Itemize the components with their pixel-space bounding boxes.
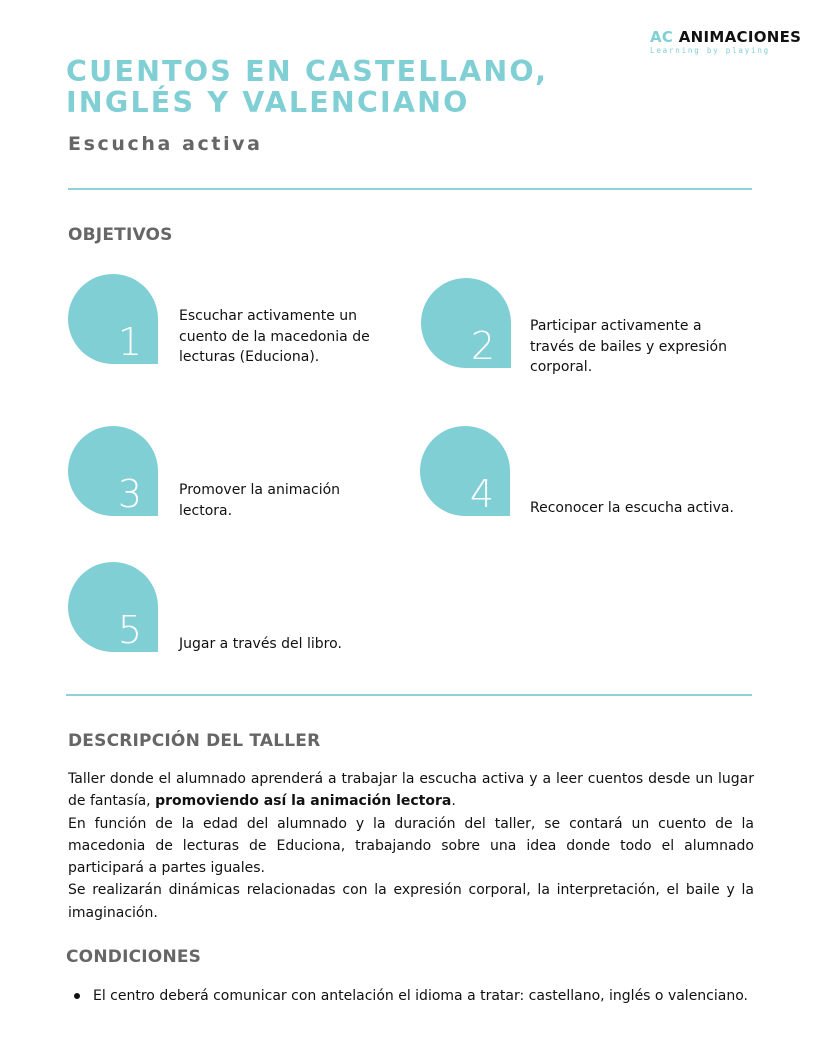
logo-prefix: AC (650, 28, 674, 46)
objective-badge-1 (68, 274, 158, 364)
logo-name: ANIMACIONES (678, 28, 802, 46)
page-subtitle: Escucha activa (68, 133, 263, 155)
objective-badge-4 (420, 426, 510, 516)
objective-text-4: Reconocer la escucha activa. (530, 500, 734, 516)
brand-logo (650, 28, 800, 56)
objective-badge-2 (421, 278, 511, 368)
objective-text-3: Promover la animación lectora. (179, 482, 341, 519)
description-body (68, 768, 754, 924)
conditions-list (74, 985, 754, 1007)
objective-badge-5 (68, 562, 158, 652)
list-item (74, 985, 754, 1007)
objective-badge-3 (68, 426, 158, 516)
objectives-heading: OBJETIVOS (68, 225, 173, 245)
objective-number-1: 1 (117, 320, 142, 364)
objective-text-2: Participar activamente a través de bailes y expresión corporal. (530, 318, 727, 375)
title-line-2: INGLÉS Y VALENCIANO (66, 86, 470, 119)
conditions-heading: CONDICIONES (66, 947, 202, 967)
objective-number-5: 5 (117, 608, 142, 652)
condition-text-1: El centro deberá comunicar con antelación el idioma a tratar: castellano, inglés o valenciano. (93, 988, 748, 1004)
objective-number-3: 3 (117, 472, 142, 516)
description-paragraph-2: En función de la edad del alumnado y la duración del taller, se contará un cuento de la macedonia de lecturas de Educiona, trabajando sobre una idea donde todo el alumnado participará a partes iguales. (68, 815, 754, 877)
objective-text-1: Escuchar activamente un cuento de la macedonia de lecturas (Educiona). (179, 308, 370, 365)
objective-text-5: Jugar a través del libro. (179, 636, 342, 652)
bullet-icon (74, 993, 80, 999)
objective-number-2: 2 (470, 324, 495, 368)
description-paragraph-3: Se realizarán dinámicas relacionadas con la expresión corporal, la interpretación, el baile y la imaginación. (68, 882, 754, 921)
description-highlight: promoviendo así la animación lectora (155, 793, 452, 810)
divider-middle (66, 694, 752, 696)
objective-number-4: 4 (469, 472, 494, 516)
description-heading: DESCRIPCIÓN DEL TALLER (68, 731, 321, 751)
divider-top (68, 188, 752, 190)
description-paragraph-1: Taller donde el alumnado aprenderá a trabajar la escucha activa y a leer cuentos desde un lugar de fantasía, promoviendo así la animación lectora. (68, 771, 754, 810)
page-title (66, 56, 626, 118)
title-line-1: CUENTOS EN CASTELLANO, (66, 55, 549, 88)
logo-tagline: Learning by playing (650, 46, 770, 55)
